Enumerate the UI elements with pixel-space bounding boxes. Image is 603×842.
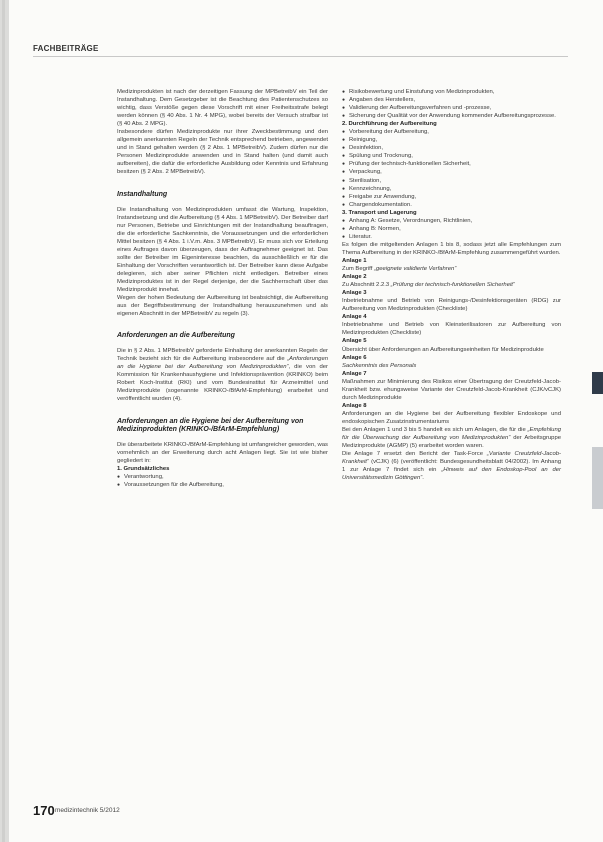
list-item: ● Verpackung, xyxy=(342,168,561,176)
anlage-2 xyxy=(342,273,561,289)
list-item: ● Vorbereitung der Aufbereitung, xyxy=(342,128,561,136)
paragraph-anforderungen-text-b: , die von der Kommission für Krankenhaushygiene und Infektionsprävention (KRINKO) beim Robert Koch-Institut (RKI) und vom Bundesinstitut für Arzneimittel und Medizinprodukte (sogenannte KRINKO-/BfArM-Empfehlung) erarbeitet und veröffentlicht wurden (4). xyxy=(117,364,329,403)
anlage-3 xyxy=(342,289,561,313)
section-label: FACHBEITRÄGE xyxy=(33,44,99,53)
paragraph-anforderungen xyxy=(117,347,328,403)
list-item: ● Reinigung, xyxy=(342,136,561,144)
heading-instandhaltung: Instandhaltung xyxy=(117,190,168,198)
left-column xyxy=(117,88,328,489)
list-item: ● Desinfektion, xyxy=(342,144,561,152)
note-text-b: (vCJK) (6) (veröffentlicht: Bundesgesundheitsblatt 04/2002). Im Anhang 1 zur Anlage 7 findet sich ein xyxy=(342,459,561,474)
paragraph-anlagen-intro: Es folgen die mitgeltenden Anlagen 1 bis 8, sodass jetzt alle Empfehlungen zum Thema Aufbereitung in der KRINKO-/BfArM-Empfehlung zusammengeführt wurden. xyxy=(342,241,561,256)
anlage-title: Anlage 3 xyxy=(342,290,367,297)
list-item: ● Voraussetzungen für die Aufbereitung, xyxy=(117,481,328,489)
list-item: ● Anhang A: Gesetze, Verordnungen, Richtlinien, xyxy=(342,217,561,225)
paragraph-anlage-7-note xyxy=(342,450,561,482)
outline-heading-2: 2. Durchführung der Aufbereitung xyxy=(342,121,437,128)
anlage-text-a: Zum Begriff xyxy=(342,266,374,273)
anlage-7 xyxy=(342,370,561,402)
anlage-1 xyxy=(342,257,561,273)
anlage-4 xyxy=(342,313,561,337)
note-text-c: . xyxy=(422,475,424,482)
agmp-text-a: Bei den Anlagen 1 und 3 bis 5 handelt es sich um Anlagen, die für die xyxy=(342,426,528,433)
anlage-text: Anforderungen an die Hygiene bei der Aufbereitung flexibler Endoskope und endoskopischen Zusatzinstrumentariums xyxy=(342,410,561,425)
anlage-text: Sachkenntnis des Personals xyxy=(342,362,417,369)
paragraph-two: Insbesondere dürfen Medizinprodukte nur ihrer Zweckbestimmung und den allgemein anerkannten Regeln der Technik entsprechend betrieben, angewendet und in Stand gehalten werden (§ 2 Abs. 1 MPBetreibV). Zudem dürfen nur die Personen Medizinprodukte anwenden und in Stand halten (und damit auch aufbereiten), die dafür die erforderliche Ausbildung oder Kenntnis und Erfahrung besitzen (§ 2 Abs. 2 MPBetreibV). xyxy=(117,129,328,176)
outline-list-3 xyxy=(342,217,561,241)
anlage-6 xyxy=(342,354,561,370)
list-item: ● Risikobewertung und Einstufung von Medizinprodukten, xyxy=(342,88,561,96)
paragraph-anforderungen-quote: „Anforderungen an die Hygiene bei der Aufbereitung von Medizinprodukten“ xyxy=(117,356,328,371)
anlage-title: Anlage 2 xyxy=(342,274,367,281)
anlage-text: Inbetriebnahme und Betrieb von Reinigungs-/Desinfektionsgeräten (RDG) zur Aufbereitung von Medizinprodukten (Checkliste) xyxy=(342,298,561,313)
outline-list-1 xyxy=(117,473,328,489)
binding-gutter-shadow xyxy=(2,0,5,842)
note-quote-2: „Hinweis auf den Endoskop-Pool an der Universitätsmedizin Göttingen“ xyxy=(342,467,561,482)
anlage-title: Anlage 1 xyxy=(342,257,367,264)
list-item: ● Angaben des Herstellers, xyxy=(342,96,561,104)
header-rule xyxy=(33,56,568,57)
anlage-title: Anlage 7 xyxy=(342,370,367,377)
page-number: 170 xyxy=(33,803,55,818)
anlage-text-quote: „geeignete validierte Verfahren“ xyxy=(373,266,457,273)
list-item: ● Chargendokumentation. xyxy=(342,201,561,209)
paragraph-aufbereitung-note: Wegen der hohen Bedeutung der Aufbereitung ist beabsichtigt, die Aufbereitung aus der Begriffsbestimmung der Instandhaltung herauszunehmen und als eigenen Abschnitt in der MPBetreibV zu regeln (3). xyxy=(117,295,328,318)
list-item: ● Validierung der Aufbereitungsverfahren und -prozesse, xyxy=(342,104,561,112)
agmp-quote: „Empfehlung für die Überwachung der Aufbereitung von Medizinprodukten“ xyxy=(342,426,561,442)
heading-anforderungen: Anforderungen an die Aufbereitung xyxy=(117,332,235,340)
edge-mark-light xyxy=(592,447,603,509)
edge-mark xyxy=(592,372,603,394)
outline-list-1-continued xyxy=(342,88,561,120)
anlage-text: Maßnahmen zur Minimierung des Risikos einer Übertragung der Creutzfeld-Jacob-Krankheit bzw. ehungsweise Variante der Creutzfeld-Jacob-Krankheit (CJK/vCJK) durch Medizinprodukte xyxy=(342,378,561,401)
list-item: ● Anhang B: Normen, xyxy=(342,225,561,233)
list-item: ● Sicherung der Qualität vor der Anwendung kommender Aufbereitungsprozesse. xyxy=(342,112,561,120)
outline-list-2 xyxy=(342,128,561,208)
anlage-text: Inbetriebnahme und Betrieb von Kleinsterilisatoren zur Aufbereitung von Medizinprodukten (Checkliste) xyxy=(342,322,561,337)
anlage-5 xyxy=(342,337,561,353)
paragraph-anlagen-agmp xyxy=(342,426,561,450)
anlage-text xyxy=(342,281,561,289)
list-item: ● Literatur. xyxy=(342,233,561,241)
paragraph-intro: Medizinprodukten ist nach der derzeitigen Fassung der MPBetreibV ein Teil der Instandhaltung. Dem Gesetzgeber ist die Beachtung des Patientenschutzes so wichtig, dass Verstöße gegen diese Vorschrift mit einer Freiheitsstrafe belegt werden können (§ 40 Abs. 1 Nr. 4 MPG), wobei bereits der Versuch strafbar ist (§ 40 Abs. 2 MPG). xyxy=(117,89,328,128)
agmp-text-b: der Arbeitsgruppe Medizinprodukte (AGMP) (5) erarbeitet worden waren. xyxy=(342,435,562,450)
list-item: ● Verantwortung, xyxy=(117,473,328,481)
binding-gutter xyxy=(0,0,9,842)
anlage-text-quote: „Prüfung der technisch-funktionellen Sicherheit“ xyxy=(390,282,515,289)
anlage-title: Anlage 6 xyxy=(342,354,367,361)
anlage-8 xyxy=(342,402,561,426)
anlage-text: Übersicht über Anforderungen an Aufbereitungseinheiten für Medizinprodukte xyxy=(342,346,544,353)
right-column xyxy=(342,88,561,482)
paragraph-hygiene: Die überarbeitete KRINKO-/BfArM-Empfehlung ist umfangreicher geworden, was vornehmlich an der Erweiterung durch acht Anlagen liegt. Sie ist wie bisher gegliedert in: xyxy=(117,441,328,464)
anlage-text xyxy=(342,265,561,273)
anlage-title: Anlage 8 xyxy=(342,402,367,409)
list-item: ● Sterilisation, xyxy=(342,177,561,185)
note-quote-1: „Variante Creutzfeld-Jacob-Krankheit“ xyxy=(342,451,562,466)
anlage-title: Anlage 5 xyxy=(342,338,367,345)
list-item: ● Prüfung der technisch-funktionellen Sicherheit, xyxy=(342,160,561,168)
outline-heading-1: 1. Grundsätzliches xyxy=(117,465,170,472)
list-item: ● Kennzeichnung, xyxy=(342,185,561,193)
list-item: ● Spülung und Trocknung, xyxy=(342,152,561,160)
anlage-text-a: Zu Abschnitt 2.2.3 xyxy=(342,282,391,289)
heading-hygiene: Anforderungen an die Hygiene bei der Aufbereitung von Medizinprodukten (KRINKO-/BfArM-Empfehlung) xyxy=(117,417,304,433)
paragraph-instandhaltung: Die Instandhaltung von Medizinprodukten umfasst die Wartung, Inspektion, Instandsetzung und die Aufbereitung (§ 4 Abs. 1 MPBetreibV). Der Betreiber darf nur Personen, Betriebe und Einrichtungen mit der Instandhaltung beauftragen, die die erforderliche Sachkenntnis, die Voraussetzungen und die erforderlichen Mittel besitzen (§ 4 Abs. 1 i.V.m. Abs. 3 MPBetreibV). Er muss sich vor Erteilung eines Auftrages davon überzeugen, dass der Auftragnehmer geeignet ist. Das sollte der Betreiber im Eigeninteresse beachten, da ausschließlich er für die Einhaltung der Vorschriften verantwortlich ist. Der Betreiber kann diese Aufgabe delegieren, sich aber seiner Pflichten nicht entledigen. Betreiber eines Medizinproduktes ist in der Regel derjenige, der die Sachherrschaft über das Medizinprodukt innehat. xyxy=(117,206,328,293)
outline-heading-3: 3. Transport und Lagerung xyxy=(342,209,417,216)
anlage-title: Anlage 4 xyxy=(342,314,367,321)
list-item: ● Freigabe zur Anwendung, xyxy=(342,193,561,201)
paragraph-anforderungen-text-a: Die in § 2 Abs. 1 MPBetreibV geforderte Einhaltung der anerkannten Regeln der Technik bezieht sich für die Aufbereitung insbesondere auf die xyxy=(117,348,328,363)
note-text-a: Die Anlage 7 ersetzt den Bericht der Task-Force xyxy=(342,451,487,458)
journal-name: medizintechnik 5/2012 xyxy=(55,807,120,814)
